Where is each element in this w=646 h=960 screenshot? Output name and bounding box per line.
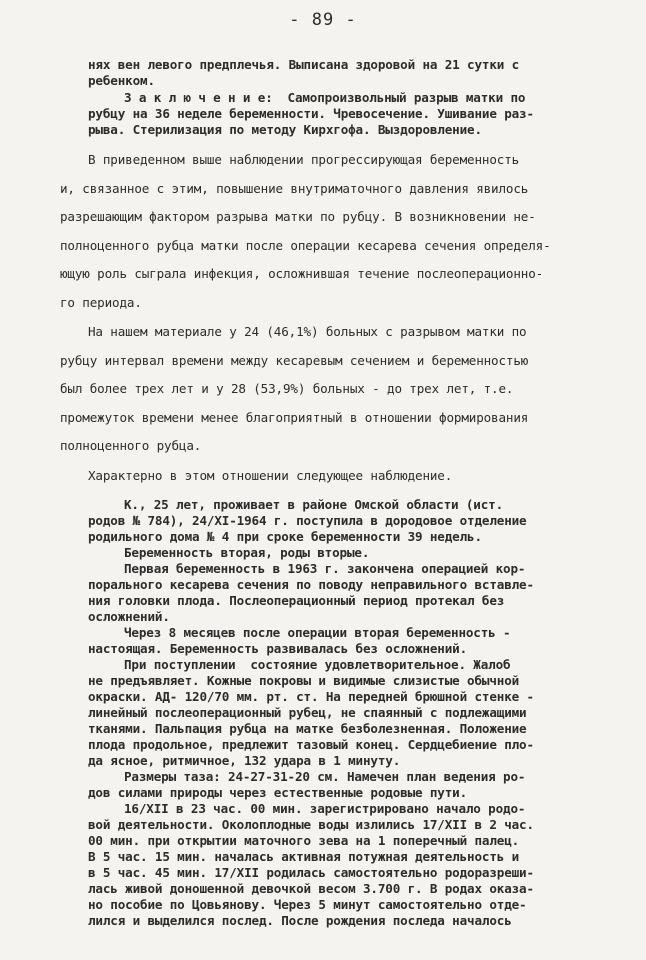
text-line: рыва. Стерилизация по методу Кирхгофа. Выздоровление.: [88, 122, 482, 137]
text-line: линейный послеоперационный рубец, не спаянный с подлежащими: [88, 705, 527, 720]
text-line: Размеры таза: 24-27-31-20 см. Намечен план ведения ро-: [124, 769, 526, 784]
text-line: промежуток времени менее благоприятный в отношении формирования: [60, 410, 529, 425]
text-line: ния головки плода. Послеоперационный период протекал без: [88, 593, 505, 608]
text-line: настоящая. Беременность развивалась без осложнений.: [88, 641, 468, 656]
text-line: нях вен левого предплечья. Выписана здоровой на 21 сутки с: [88, 57, 520, 72]
text-line: и, связанное с этим, повышение внутриматочного давления явилось: [60, 181, 529, 196]
text-line: ющую роль сыграла инфекция, осложнившая течение послеоперационно-: [60, 266, 544, 281]
text-line: При поступлении состояние удовлетворительное. Жалоб: [124, 657, 511, 672]
text-line: В 5 час. 15 мин. началась активная потужная деятельность и: [88, 849, 520, 864]
text-line: Через 8 месяцев после операции вторая беременность -: [124, 625, 511, 640]
text-line: в 5 час. 45 мин. 17/XII родилась самостоятельно родоразреши-: [88, 865, 534, 880]
text-line: плода продольное, предлежит тазовый конец. Сердцебиение пло-: [88, 737, 534, 752]
text-line: был более трех лет и у 28 (53,9%) больных - до трех лет, т.е.: [60, 381, 514, 396]
text-line: но пособие по Цовьянову. Через 5 минут самостоятельно отде-: [88, 897, 527, 912]
text-line: родов № 784), 24/XI-1964 г. поступила в дородовое отделение: [88, 513, 527, 528]
text-line: лась живой доношенной девочкой весом 3.700 г. В родах оказа-: [88, 881, 534, 896]
text-line: ребенком.: [88, 73, 155, 88]
text-line: Первая беременность в 1963 г. закончена операцией кор-: [124, 561, 526, 576]
text-line: окраски. АД- 120/70 мм. рт. ст. На передней брюшной стенке -: [88, 689, 534, 704]
text-line: лился и выделился послед. После рождения последа началось: [88, 913, 512, 928]
text-line: На нашем материале у 24 (46,1%) больных с разрывом матки по: [88, 324, 527, 339]
text-line: К., 25 лет, проживает в районе Омской области (ист.: [124, 497, 504, 512]
text-line: родильного дома № 4 при сроке беременности 39 недель.: [88, 529, 482, 544]
text-line: не предъявляет. Кожные покровы и видимые слизистые обычной: [88, 673, 520, 688]
conclusion-heading: З а к л ю ч е н и е: Самопроизвольный разрыв матки по: [124, 90, 526, 105]
text-line: 16/XII в 23 час. 00 мин. зарегистрировано начало родо-: [124, 801, 526, 816]
text-line: тканями. Пальпация рубца на матке безболезненная. Положение: [88, 721, 527, 736]
text-line: разрешающим фактором разрыва матки по рубцу. В возникновении не-: [60, 209, 536, 224]
text-line: Характерно в этом отношении следующее наблюдение.: [88, 468, 453, 483]
text-line: порального кесарева сечения по поводу неправильного вставле-: [88, 577, 534, 592]
text-line: да ясное, ритмичное, 132 удара в 1 минуту.: [88, 753, 401, 768]
text-line: дов силами природы через естественные родовые пути.: [88, 785, 468, 800]
text-line: Беременность вторая, роды вторые.: [124, 545, 370, 560]
text-line: В приведенном выше наблюдении прогрессирующая беременность: [88, 152, 520, 167]
page-number: - 89 -: [289, 10, 357, 30]
text-line: рубцу на 36 неделе беременности. Чревосечение. Ушивание раз-: [88, 106, 534, 121]
text-line: рубцу интервал времени между кесаревым сечением и беременностью: [60, 353, 529, 368]
text-line: полноценного рубца матки после операции кесарева сечения определя-: [60, 238, 551, 253]
text-line: го периода.: [60, 295, 142, 310]
text-line: 00 мин. при открытии маточного зева на 1 поперечный палец.: [88, 833, 520, 848]
text-line: осложнений.: [88, 609, 170, 624]
text-line: полноценного рубца.: [60, 438, 202, 453]
text-line: вой деятельности. Околоплодные воды излились 17/XII в 2 час.: [88, 817, 534, 832]
